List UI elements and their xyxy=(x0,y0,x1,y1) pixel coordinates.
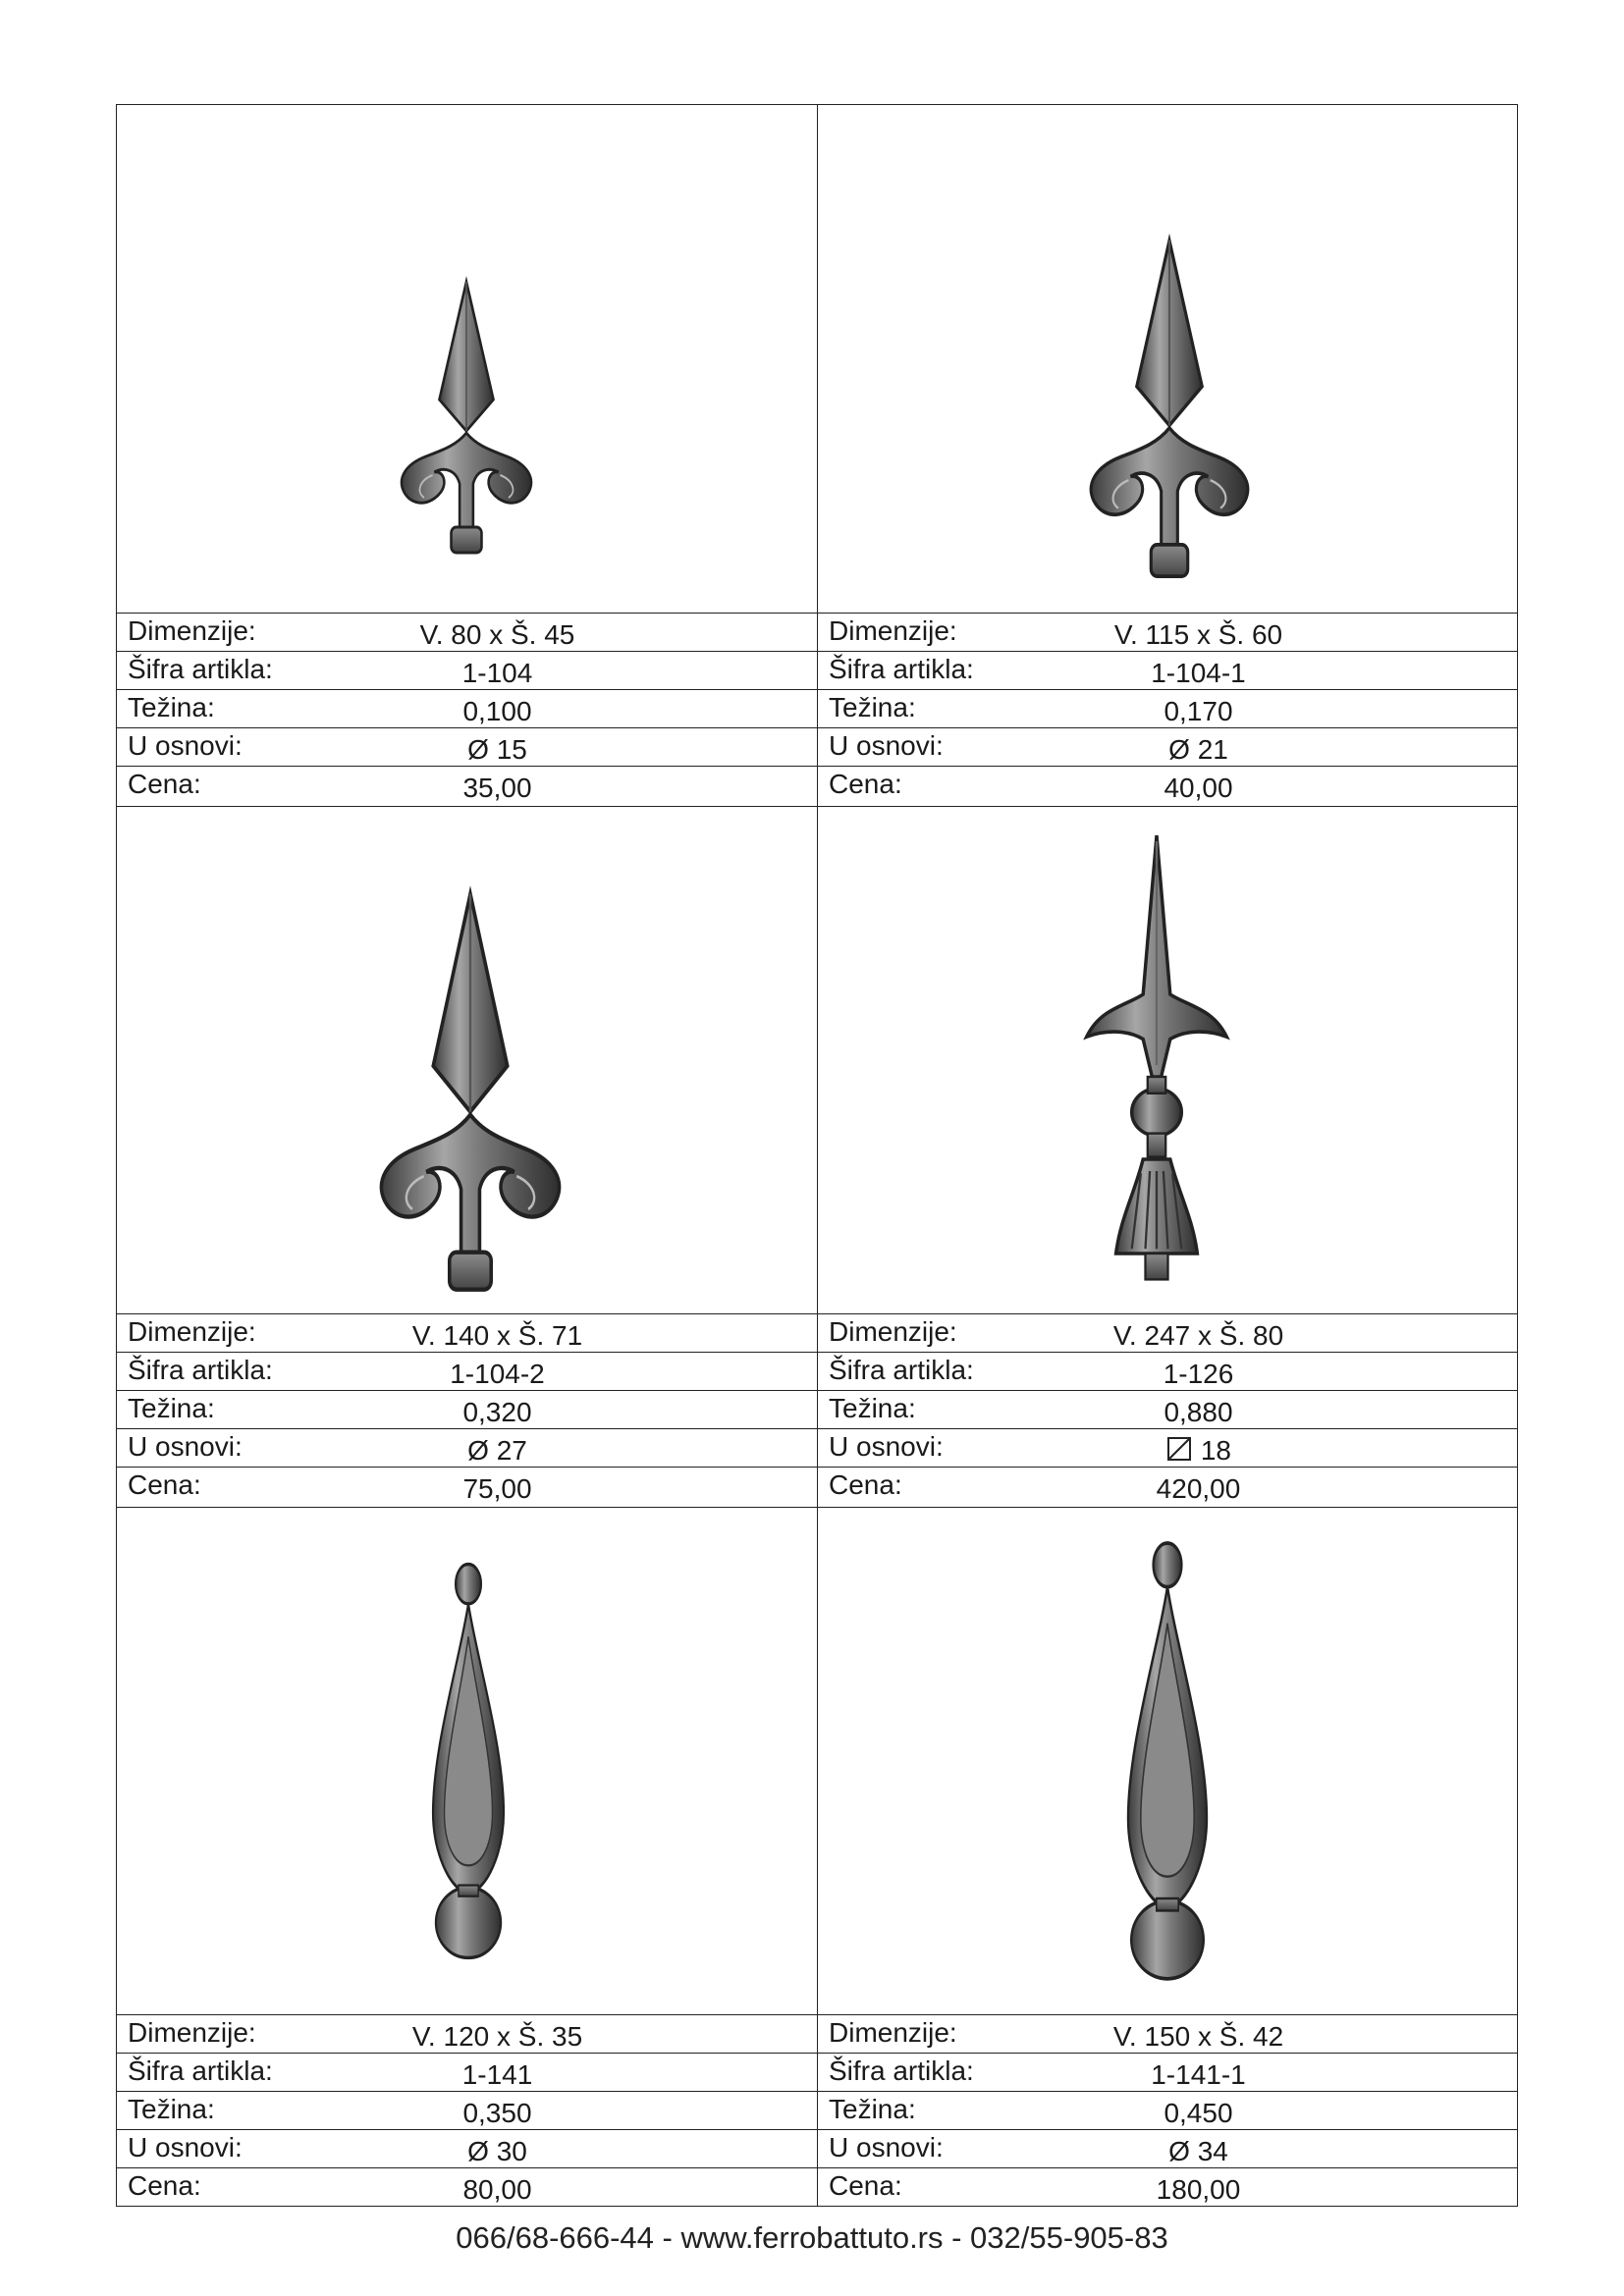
value-base-square xyxy=(1034,1434,1363,1468)
product-card xyxy=(117,1507,817,2208)
spec-row-dimensions xyxy=(117,1313,817,1352)
product-image xyxy=(818,806,1518,1313)
product-card xyxy=(818,806,1518,1507)
value-base: Ø 34 xyxy=(1168,2136,1228,2166)
value-base: Ø 27 xyxy=(467,1435,527,1466)
label-dimensions: Dimenzije: xyxy=(829,2017,957,2048)
label-weight: Težina: xyxy=(829,2094,916,2124)
spec-row-price xyxy=(117,1467,817,1505)
teardrop-spear-icon xyxy=(117,1507,817,2014)
spec-row-weight xyxy=(117,1390,817,1428)
spec-row-code xyxy=(818,2053,1518,2091)
value-dimensions: V. 150 x Š. 42 xyxy=(1112,2021,1284,2052)
value-price: 420,00 xyxy=(1156,1473,1241,1504)
label-price: Cena: xyxy=(829,1469,902,1500)
fleur-spear-icon xyxy=(117,105,817,613)
value-dimensions: V. 140 x Š. 71 xyxy=(411,1320,583,1351)
spec-row-price xyxy=(818,1467,1518,1505)
product-image xyxy=(117,105,817,613)
label-dimensions: Dimenzije: xyxy=(128,615,256,646)
spec-row-code xyxy=(117,1352,817,1390)
value-weight: 0,100 xyxy=(462,696,532,726)
spec-row-base xyxy=(117,2129,817,2167)
value-price: 180,00 xyxy=(1156,2174,1241,2205)
value-price: 75,00 xyxy=(462,1473,532,1504)
label-price: Cena: xyxy=(128,1469,201,1500)
label-code: Šifra artikla: xyxy=(829,654,974,684)
spec-row-dimensions xyxy=(818,1313,1518,1352)
spec-row-dimensions xyxy=(818,613,1518,651)
tassel-spear-icon xyxy=(818,806,1518,1313)
spec-row-weight xyxy=(818,2091,1518,2129)
spec-row-weight xyxy=(117,2091,817,2129)
label-weight: Težina: xyxy=(829,692,916,722)
label-base: U osnovi: xyxy=(829,1431,944,1462)
spec-row-weight xyxy=(117,689,817,727)
spec-row-price xyxy=(117,766,817,804)
value-base: 18 xyxy=(1200,1435,1231,1466)
value-code: 1-141-1 xyxy=(1151,2059,1246,2090)
label-price: Cena: xyxy=(128,2170,201,2201)
label-code: Šifra artikla: xyxy=(128,1355,273,1385)
value-weight: 0,880 xyxy=(1164,1397,1233,1427)
spec-row-code xyxy=(818,1352,1518,1390)
spec-row-base xyxy=(818,1428,1518,1467)
spec-row-weight xyxy=(818,689,1518,727)
value-code: 1-104-1 xyxy=(1151,658,1246,688)
value-dimensions: V. 115 x Š. 60 xyxy=(1113,619,1283,650)
fleur-spear-icon xyxy=(117,806,817,1313)
value-code: 1-141 xyxy=(461,2059,533,2090)
value-dimensions: V. 247 x Š. 80 xyxy=(1112,1320,1284,1351)
fleur-spear-icon xyxy=(818,105,1518,613)
product-card xyxy=(117,806,817,1507)
label-weight: Težina: xyxy=(128,692,215,722)
value-code: 1-104 xyxy=(461,658,533,688)
label-base: U osnovi: xyxy=(128,2132,243,2163)
spec-row-price xyxy=(117,2167,817,2206)
spec-row-weight xyxy=(818,1390,1518,1428)
footer-contact: 066/68-666-44 - www.ferrobattuto.rs - 032/55-905-83 xyxy=(456,2220,1168,2255)
value-base: Ø 15 xyxy=(467,734,527,765)
spec-row-dimensions xyxy=(117,2014,817,2053)
label-dimensions: Dimenzije: xyxy=(829,1316,957,1347)
value-base: Ø 21 xyxy=(1168,734,1228,765)
value-dimensions: V. 80 x Š. 45 xyxy=(419,619,575,650)
value-price: 35,00 xyxy=(462,773,532,803)
spec-row-code xyxy=(117,651,817,689)
label-dimensions: Dimenzije: xyxy=(128,1316,256,1347)
spec-row-dimensions xyxy=(117,613,817,651)
label-code: Šifra artikla: xyxy=(128,654,273,684)
value-weight: 0,170 xyxy=(1164,696,1233,726)
value-weight: 0,350 xyxy=(462,2098,532,2128)
product-card xyxy=(818,105,1518,806)
product-image xyxy=(117,1507,817,2014)
spec-row-base xyxy=(117,1428,817,1467)
spec-row-base xyxy=(818,2129,1518,2167)
spec-row-base xyxy=(818,727,1518,766)
value-dimensions: V. 120 x Š. 35 xyxy=(411,2021,583,2052)
value-price: 40,00 xyxy=(1164,773,1233,803)
product-image xyxy=(818,105,1518,613)
label-code: Šifra artikla: xyxy=(128,2056,273,2086)
label-base: U osnovi: xyxy=(829,730,944,761)
product-catalog-sheet xyxy=(116,104,1518,2207)
product-card xyxy=(117,105,817,806)
label-price: Cena: xyxy=(829,769,902,799)
product-image xyxy=(117,806,817,1313)
label-weight: Težina: xyxy=(128,1393,215,1423)
value-weight: 0,320 xyxy=(462,1397,532,1427)
value-price: 80,00 xyxy=(462,2174,532,2205)
label-base: U osnovi: xyxy=(128,730,243,761)
value-code: 1-104-2 xyxy=(450,1359,545,1389)
label-price: Cena: xyxy=(128,769,201,799)
product-card xyxy=(818,1507,1518,2208)
label-weight: Težina: xyxy=(829,1393,916,1423)
label-base: U osnovi: xyxy=(128,1431,243,1462)
spec-row-price xyxy=(818,2167,1518,2206)
label-code: Šifra artikla: xyxy=(829,1355,974,1385)
spec-row-base xyxy=(117,727,817,766)
label-base: U osnovi: xyxy=(829,2132,944,2163)
spec-row-code xyxy=(818,651,1518,689)
label-dimensions: Dimenzije: xyxy=(829,615,957,646)
label-price: Cena: xyxy=(829,2170,902,2201)
label-code: Šifra artikla: xyxy=(829,2056,974,2086)
value-weight: 0,450 xyxy=(1164,2098,1233,2128)
label-weight: Težina: xyxy=(128,2094,215,2124)
product-image xyxy=(818,1507,1518,2014)
label-dimensions: Dimenzije: xyxy=(128,2017,256,2048)
teardrop-spear-icon xyxy=(818,1507,1518,2014)
spec-row-code xyxy=(117,2053,817,2091)
spec-row-dimensions xyxy=(818,2014,1518,2053)
square-section-icon xyxy=(1165,1435,1193,1463)
spec-row-price xyxy=(818,766,1518,804)
value-base: Ø 30 xyxy=(467,2136,527,2166)
value-code: 1-126 xyxy=(1163,1359,1234,1389)
